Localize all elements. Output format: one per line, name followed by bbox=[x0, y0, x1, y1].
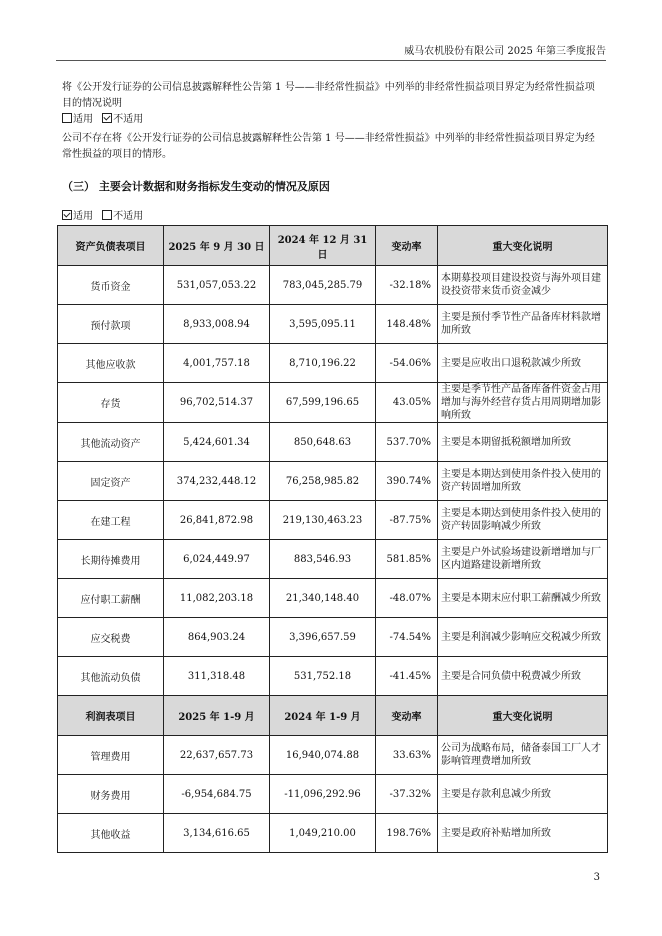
change-note-cell: 主要是存款利息减少所致 bbox=[438, 775, 608, 814]
change-rate-cell: -37.32% bbox=[376, 775, 438, 814]
header-cell: 2024 年 12 月 31 日 bbox=[270, 226, 376, 266]
change-rate-cell: -87.75% bbox=[376, 501, 438, 540]
unchecked-box-icon[interactable] bbox=[102, 210, 112, 220]
change-rate-cell: 581.85% bbox=[376, 540, 438, 579]
prior-value-cell: 883,546.93 bbox=[270, 540, 376, 579]
table-row bbox=[58, 775, 608, 814]
item-cell: 其他流动资产 bbox=[58, 423, 164, 462]
change-rate-cell: 148.48% bbox=[376, 305, 438, 344]
header-cell: 重大变化说明 bbox=[438, 226, 608, 266]
current-value-cell: 5,424,601.34 bbox=[164, 423, 270, 462]
item-cell: 应付职工薪酬 bbox=[58, 579, 164, 618]
prior-value-cell: 76,258,985.82 bbox=[270, 462, 376, 501]
prior-value-cell: 1,049,210.00 bbox=[270, 814, 376, 853]
current-value-cell: -6,954,684.75 bbox=[164, 775, 270, 814]
current-value-cell: 11,082,203.18 bbox=[164, 579, 270, 618]
header-cell: 2025 年 9 月 30 日 bbox=[164, 226, 270, 266]
change-rate-cell: 43.05% bbox=[376, 383, 438, 423]
header-cell: 2025 年 1-9 月 bbox=[164, 696, 270, 736]
change-note-cell: 主要是政府补贴增加所致 bbox=[438, 814, 608, 853]
table-row bbox=[58, 540, 608, 579]
header-cell: 2024 年 1-9 月 bbox=[270, 696, 376, 736]
current-value-cell: 96,702,514.37 bbox=[164, 383, 270, 423]
option-not-applicable-label: 不适用 bbox=[113, 114, 144, 125]
item-cell: 财务费用 bbox=[58, 775, 164, 814]
item-cell: 货币资金 bbox=[58, 266, 164, 305]
item-cell: 应交税费 bbox=[58, 618, 164, 657]
page-number: 3 bbox=[593, 872, 600, 883]
table-row bbox=[58, 501, 608, 540]
intro-options bbox=[62, 112, 602, 128]
table-row bbox=[58, 736, 608, 775]
change-rate-cell: -54.06% bbox=[376, 344, 438, 383]
change-note-cell: 本期募投项目建设投资与海外项目建设投资带来货币资金减少 bbox=[438, 266, 608, 305]
item-cell: 存货 bbox=[58, 383, 164, 423]
prior-value-cell: -11,096,292.96 bbox=[270, 775, 376, 814]
change-note-cell: 主要是户外试验场建设新增增加与厂区内道路建设新增所致 bbox=[438, 540, 608, 579]
change-note-cell: 主要是本期末应付职工薪酬减少所致 bbox=[438, 579, 608, 618]
current-value-cell: 8,933,008.94 bbox=[164, 305, 270, 344]
item-cell: 其他应收款 bbox=[58, 344, 164, 383]
header-cell: 重大变化说明 bbox=[438, 696, 608, 736]
change-note-cell: 主要是合同负债中税费减少所致 bbox=[438, 657, 608, 696]
checked-box-icon[interactable] bbox=[62, 210, 72, 220]
header-cell: 变动率 bbox=[376, 696, 438, 736]
current-value-cell: 4,001,757.18 bbox=[164, 344, 270, 383]
change-note-cell: 公司为战略布局，储备泰国工厂人才影响管理费增加所致 bbox=[438, 736, 608, 775]
table-row bbox=[58, 579, 608, 618]
option-not-applicable-label: 不适用 bbox=[113, 211, 144, 222]
prior-value-cell: 8,710,196.22 bbox=[270, 344, 376, 383]
item-cell: 预付款项 bbox=[58, 305, 164, 344]
intro-paragraph-2: 公司不存在将《公开发行证券的公司信息披露解释性公告第 1 号——非经常性损益》中列举的非经常性损益项目界定为经常性损益的项目的情形。 bbox=[62, 133, 595, 160]
item-cell: 固定资产 bbox=[58, 462, 164, 501]
change-rate-cell: -32.18% bbox=[376, 266, 438, 305]
item-cell: 管理费用 bbox=[58, 736, 164, 775]
current-value-cell: 311,318.48 bbox=[164, 657, 270, 696]
table-row bbox=[58, 344, 608, 383]
current-value-cell: 6,024,449.97 bbox=[164, 540, 270, 579]
header-title: 威马农机股份有限公司 2025 年第三季度报告 bbox=[404, 46, 606, 57]
table-row bbox=[58, 618, 608, 657]
change-rate-cell: 198.76% bbox=[376, 814, 438, 853]
section-options bbox=[62, 207, 143, 222]
table-row bbox=[58, 266, 608, 305]
table-row bbox=[58, 383, 608, 423]
item-cell: 其他收益 bbox=[58, 814, 164, 853]
change-rate-cell: 390.74% bbox=[376, 462, 438, 501]
option-applicable-label: 适用 bbox=[73, 114, 93, 125]
item-cell: 其他流动负债 bbox=[58, 657, 164, 696]
item-cell: 在建工程 bbox=[58, 501, 164, 540]
header-cell: 利润表项目 bbox=[58, 696, 164, 736]
change-note-cell: 主要是应收出口退税款减少所致 bbox=[438, 344, 608, 383]
change-note-cell: 主要是利润减少影响应交税减少所致 bbox=[438, 618, 608, 657]
change-note-cell: 主要是本期留抵税额增加所致 bbox=[438, 423, 608, 462]
current-value-cell: 26,841,872.98 bbox=[164, 501, 270, 540]
option-applicable-label: 适用 bbox=[73, 211, 93, 222]
current-value-cell: 864,903.24 bbox=[164, 618, 270, 657]
checked-box-icon[interactable] bbox=[102, 113, 112, 123]
table-row bbox=[58, 462, 608, 501]
table-row bbox=[58, 305, 608, 344]
item-cell: 长期待摊费用 bbox=[58, 540, 164, 579]
page-header bbox=[56, 40, 606, 61]
table-row bbox=[58, 423, 608, 462]
change-note-cell: 主要是季节性产品备库备件资金占用增加与海外经营存货占用周期增加影响所致 bbox=[438, 383, 608, 423]
section-title: （三） 主要会计数据和财务指标发生变动的情况及原因 bbox=[62, 180, 330, 193]
table-row bbox=[58, 657, 608, 696]
prior-value-cell: 850,648.63 bbox=[270, 423, 376, 462]
financial-changes-table bbox=[57, 225, 608, 853]
prior-value-cell: 67,599,196.65 bbox=[270, 383, 376, 423]
prior-value-cell: 531,752.18 bbox=[270, 657, 376, 696]
prior-value-cell: 219,130,463.23 bbox=[270, 501, 376, 540]
header-cell: 资产负债表项目 bbox=[58, 226, 164, 266]
prior-value-cell: 3,595,095.11 bbox=[270, 305, 376, 344]
prior-value-cell: 21,340,148.40 bbox=[270, 579, 376, 618]
intro-paragraph-1: 将《公开发行证券的公司信息披露解释性公告第 1 号——非经常性损益》中列举的非经常性损益项目界定为经常性损益项目的情况说明 bbox=[62, 82, 595, 109]
change-note-cell: 主要是预付季节性产品备库材料款增加所致 bbox=[438, 305, 608, 344]
prior-value-cell: 16,940,074.88 bbox=[270, 736, 376, 775]
income-header-row bbox=[58, 696, 608, 736]
header-cell: 变动率 bbox=[376, 226, 438, 266]
prior-value-cell: 3,396,657.59 bbox=[270, 618, 376, 657]
change-note-cell: 主要是本期达到使用条件投入使用的资产转固增加所致 bbox=[438, 462, 608, 501]
current-value-cell: 374,232,448.12 bbox=[164, 462, 270, 501]
current-value-cell: 3,134,616.65 bbox=[164, 814, 270, 853]
current-value-cell: 22,637,657.73 bbox=[164, 736, 270, 775]
change-rate-cell: 33.63% bbox=[376, 736, 438, 775]
change-note-cell: 主要是本期达到使用条件投入使用的资产转固影响减少所致 bbox=[438, 501, 608, 540]
change-rate-cell: -41.45% bbox=[376, 657, 438, 696]
change-rate-cell: -48.07% bbox=[376, 579, 438, 618]
balance-header-row bbox=[58, 226, 608, 266]
prior-value-cell: 783,045,285.79 bbox=[270, 266, 376, 305]
change-rate-cell: 537.70% bbox=[376, 423, 438, 462]
table-row bbox=[58, 814, 608, 853]
change-rate-cell: -74.54% bbox=[376, 618, 438, 657]
current-value-cell: 531,057,053.22 bbox=[164, 266, 270, 305]
unchecked-box-icon[interactable] bbox=[62, 113, 72, 123]
